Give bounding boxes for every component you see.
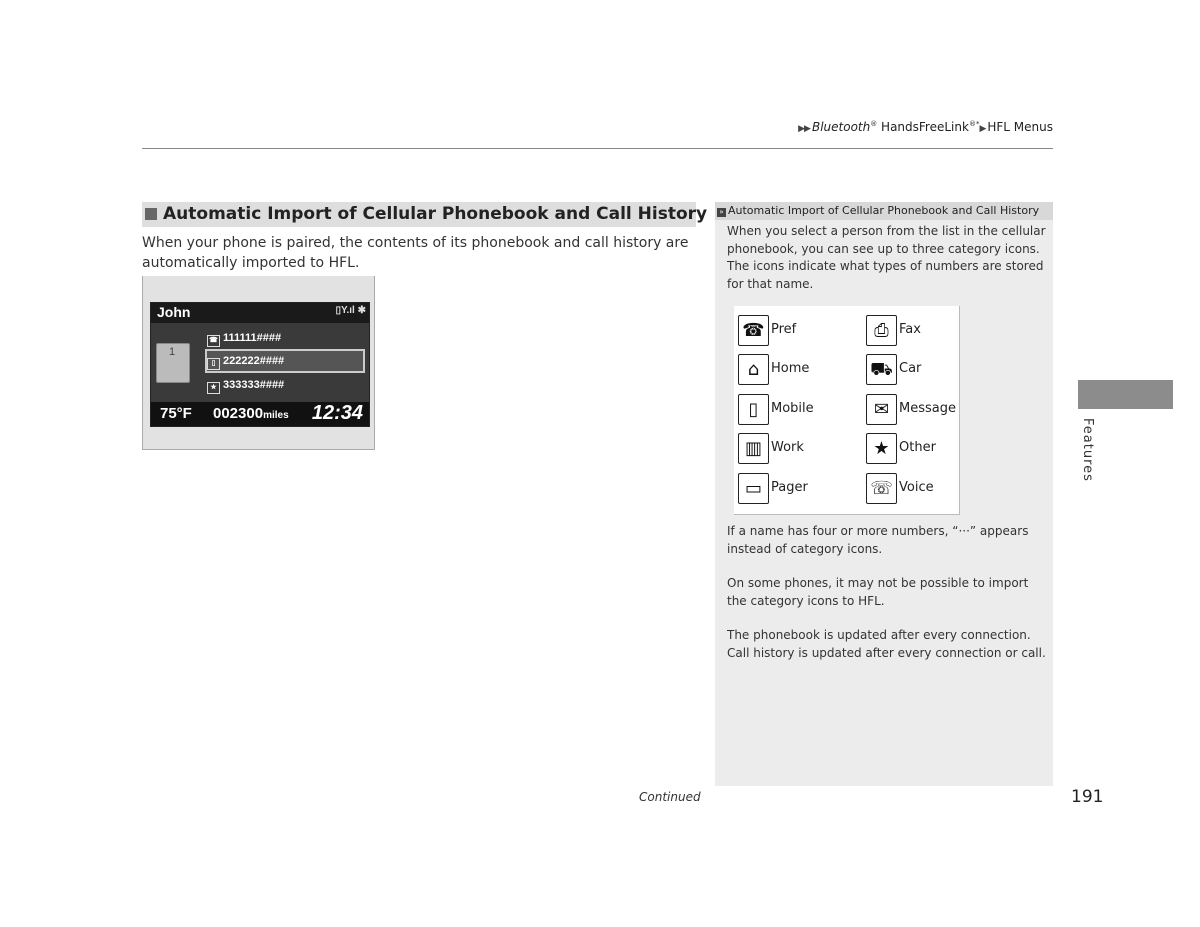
sidebar-heading xyxy=(715,202,1053,220)
chapter-tab xyxy=(1078,380,1173,409)
category-pref xyxy=(736,315,846,347)
odometer xyxy=(213,405,289,422)
voice-icon: ☏ xyxy=(866,473,897,504)
number-3: 333333#### xyxy=(223,379,285,391)
breadcrumb-bluetooth: Bluetooth xyxy=(811,120,871,134)
continued-label: Continued xyxy=(639,790,701,804)
screen-header xyxy=(151,303,369,323)
phone-icon: ☎ xyxy=(207,335,220,347)
star-icon: ★ xyxy=(207,382,220,394)
sidebar-note-2: On some phones, it may not be possible to import the category icons to HFL. xyxy=(727,576,1029,608)
reference-icon: » xyxy=(717,208,726,217)
pref-label: Pref xyxy=(771,322,797,337)
category-home xyxy=(736,354,846,386)
screen-footer xyxy=(151,402,369,426)
section-body: When your phone is paired, the contents of its phonebook and call history are automatically imported to HFL. xyxy=(142,235,689,271)
car-label: Car xyxy=(899,361,922,376)
message-bubble-icon: ✉ xyxy=(866,394,897,425)
breadcrumb-arrows: ▶▶ xyxy=(798,124,810,134)
home-label: Home xyxy=(771,361,810,376)
car-icon: ⛟ xyxy=(866,354,897,385)
breadcrumb-hfl: HandsFreeLink xyxy=(877,120,969,134)
pager-icon: ▭ xyxy=(738,473,769,504)
home-icon: ⌂ xyxy=(738,354,769,385)
odometer-value: 002300 xyxy=(213,405,264,422)
category-fax xyxy=(864,315,974,347)
sidebar-heading-text: Automatic Import of Cellular Phonebook and Call History xyxy=(728,204,1040,217)
number-row-3 xyxy=(207,375,363,395)
number-row-2 xyxy=(205,349,365,373)
fax-label: Fax xyxy=(899,322,921,337)
hfl-screen xyxy=(150,302,370,427)
breadcrumb-reg: ® xyxy=(870,120,878,128)
category-icon-grid xyxy=(734,306,960,515)
category-message xyxy=(864,394,974,426)
section-square-icon xyxy=(145,208,157,220)
mobile-phone-icon: ▯ xyxy=(738,394,769,425)
category-voice xyxy=(864,473,974,505)
breadcrumb-menus: HFL Menus xyxy=(987,120,1053,134)
work-building-icon: ▥ xyxy=(738,433,769,464)
section-title xyxy=(142,202,708,227)
sidebar-note xyxy=(715,202,1053,786)
display-illustration xyxy=(142,276,375,450)
number-2: 222222#### xyxy=(223,355,285,367)
category-pager xyxy=(736,473,846,505)
mobile-label: Mobile xyxy=(771,401,814,416)
number-row-1 xyxy=(207,328,363,348)
work-label: Work xyxy=(771,440,804,455)
breadcrumb-hfl-mark: ®* xyxy=(968,120,980,128)
signal-bluetooth-icon: ▯Y.ıl ✱ xyxy=(335,305,366,316)
section-title-text: Automatic Import of Cellular Phonebook and Call History xyxy=(163,204,708,224)
other-star-icon: ★ xyxy=(866,433,897,464)
fax-icon: ⎙ xyxy=(866,315,897,346)
phonebook-icon xyxy=(156,343,190,383)
breadcrumb xyxy=(798,120,1053,134)
contact-name: John xyxy=(157,304,191,320)
sidebar-intro: When you select a person from the list in the cellular phonebook, you can see up to three category icons. The icons indicate what types of numbers are stored for that name. xyxy=(727,224,1046,291)
breadcrumb-arrow-2: ▶ xyxy=(979,124,986,134)
category-other xyxy=(864,433,974,465)
chapter-tab-label: Features xyxy=(1080,418,1095,482)
odometer-unit: miles xyxy=(263,410,289,421)
sidebar-note-3: The phonebook is updated after every connection. Call history is updated after every connection or call. xyxy=(727,628,1046,660)
header-rule xyxy=(142,148,1053,149)
voice-label: Voice xyxy=(899,480,934,495)
message-label: Message xyxy=(899,401,956,416)
mobile-icon: ▯ xyxy=(207,358,220,370)
category-car xyxy=(864,354,974,386)
other-label: Other xyxy=(899,440,936,455)
category-mobile xyxy=(736,394,846,426)
sidebar-note-1: If a name has four or more numbers, “···” appears instead of category icons. xyxy=(727,524,1029,556)
pager-label: Pager xyxy=(771,480,808,495)
pref-phone-icon: ☎ xyxy=(738,315,769,346)
clock: 12:34 xyxy=(311,402,363,424)
number-1: 111111#### xyxy=(223,332,282,344)
category-work xyxy=(736,433,846,465)
page-number: 191 xyxy=(1071,787,1104,807)
temperature: 75°F xyxy=(160,405,192,422)
